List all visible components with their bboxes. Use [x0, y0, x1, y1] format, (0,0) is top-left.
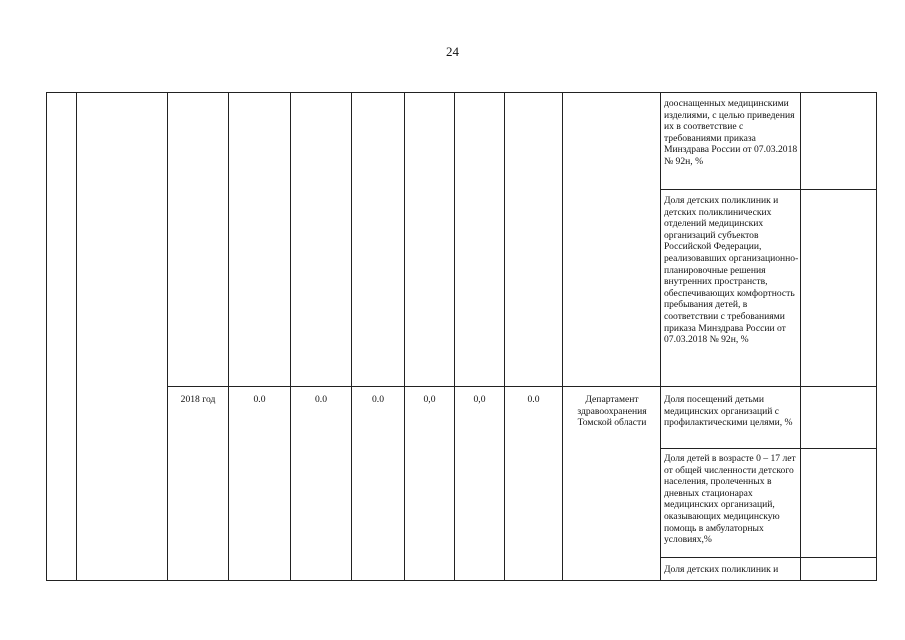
column-divider — [454, 92, 455, 581]
column-divider — [800, 92, 801, 581]
value-cell: 0.0 — [527, 394, 540, 405]
table-top-border — [46, 92, 877, 93]
column-divider — [660, 92, 661, 581]
value-cell: 0,0 — [423, 394, 436, 405]
column-divider — [228, 92, 229, 581]
year-cell: 2018 год — [180, 394, 216, 405]
row-divider — [660, 557, 877, 558]
column-divider — [167, 92, 168, 581]
indicator-cell-continued: дооснащенных медицинскими изделиями, с целью приведения их в соответствие с требованиями приказа Минздрава России от 07.03.2018 № 92н, % — [664, 98, 798, 167]
column-divider — [404, 92, 405, 581]
column-divider — [504, 92, 505, 581]
value-cell: 0,0 — [473, 394, 486, 405]
value-cell: 0.0 — [315, 394, 327, 405]
program-table — [46, 92, 877, 581]
department-cell: Департамент здравоохранения Томской области — [577, 394, 647, 429]
row-divider — [167, 386, 877, 387]
indicator-cell: Доля посещений детьми медицинских организаций с профилактическими целями, % — [664, 394, 793, 429]
column-divider — [290, 92, 291, 581]
value-cell: 0.0 — [372, 394, 384, 405]
value-cell: 0.0 — [253, 394, 266, 405]
table-bottom-border — [46, 580, 877, 581]
indicator-cell: Доля детских поликлиник и детских поликлинических отделений медицинских организаций субъектов Российской Федерации, реализовавших организационно-планировочные решения внутренних пространств, обеспечивающих комфортность пребывания детей, в соответствии с требованиями приказа Минздрава России от 07.03.2018 № 92н, % — [664, 195, 799, 346]
row-divider — [660, 189, 877, 190]
column-divider — [351, 92, 352, 581]
indicator-cell-truncated: Доля детских поликлиник и — [664, 564, 779, 575]
column-divider — [76, 92, 77, 581]
table-right-border — [876, 92, 877, 581]
table-left-border — [46, 92, 47, 581]
row-divider — [660, 448, 877, 449]
page-number: 24 — [446, 44, 459, 59]
column-divider — [562, 92, 563, 581]
indicator-cell: Доля детей в возрасте 0 – 17 лет от общей численности детского населения, пролеченных в дневных стационарах медицинских организаций, оказывающих медицинскую помощь в амбулаторных условиях,% — [664, 453, 796, 546]
